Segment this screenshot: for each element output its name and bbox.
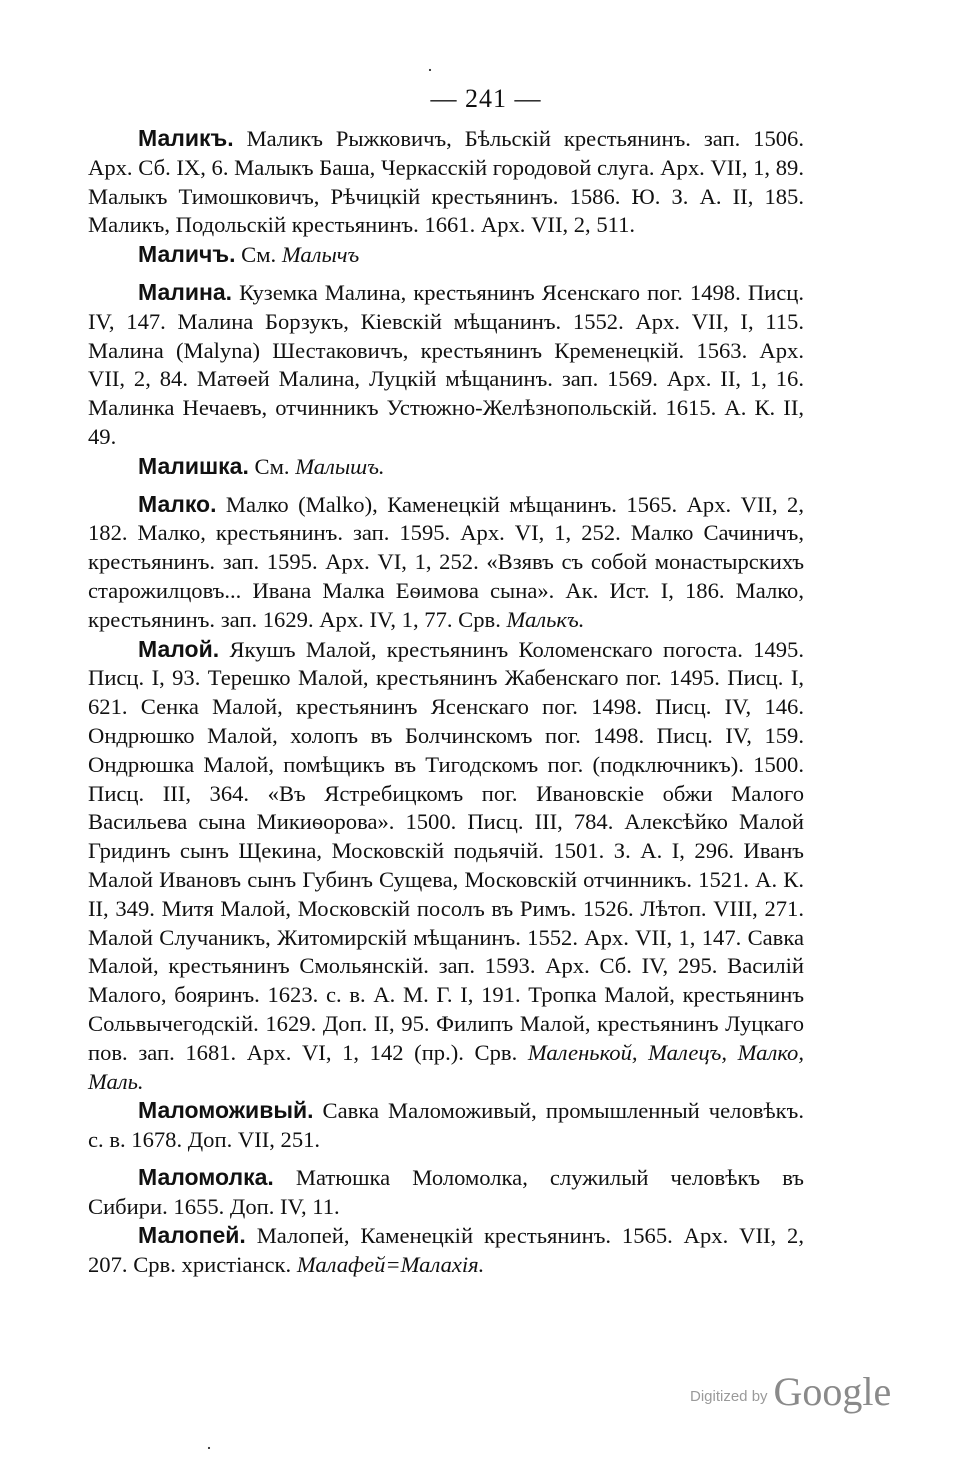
digitized-by-label: Digitized by (690, 1388, 768, 1405)
headword: Маломолка. (138, 1163, 274, 1190)
cross-reference: Малышъ. (295, 453, 385, 479)
speck-top: · (427, 60, 433, 80)
entry-malishka (88, 452, 804, 482)
headword: Маличъ. (138, 241, 236, 268)
cross-reference: Малафей=Малахія. (296, 1252, 485, 1278)
dictionary-text (88, 124, 804, 1280)
entry-text: Малопей, Каменецкій крестьянинъ. 1565. Арх. VII, 2, 207. Срв. христіанск. (88, 1223, 804, 1278)
cross-reference: Малычъ (281, 242, 360, 268)
entry-text: См. (248, 453, 296, 479)
speck-bottom: · (206, 1438, 212, 1458)
entry-text: См. (235, 242, 282, 268)
cross-reference: Маленькой, Малецъ, Малко, Маль. (88, 1039, 804, 1094)
entry-text: Савка Маломоживый, промышленный человѣкъ. с. в. 1678. Доп. VII, 251. (88, 1098, 804, 1153)
entry-text: Малко (Malko), Каменецкій мѣщанинъ. 1565. Арх. VII, 2, 182. Малко, крестьянинъ. зап. 1595. Арх. VI, 1, 252. Малко Сачиничъ, крестьянинъ. зап. 1595. Арх. VI, 1, 252. «Взявъ съ собой монастырскихъ старожилцовъ... Ивана Малка Еѳимова сына». Ак. Ист. I, 186. Малко, крестьянинъ. зап. 1629. Арх. IV, 1, 77. Срв. (88, 491, 804, 632)
entry-text: Маликъ Рыжковичъ, Бѣльскій крестьянинъ. зап. 1506. Арх. Сб. IX, 6. Малыкъ Баша, Черкасскій городовой слуга. Арх. VII, 1, 89. Малыкъ Тимошковичъ, Рѣчицкій крестьянинъ. 1586. Ю. З. А. II, 185. Маликъ, Подольскій крестьянинъ. 1661. Арх. VII, 2, 511. (88, 126, 804, 238)
headword: Маликъ. (138, 125, 234, 151)
headword: Малой. (138, 635, 220, 662)
entry-text: Матюшка Моломолка, служилый человѣкъ въ Сибири. 1655. Доп. IV, 11. (88, 1164, 804, 1219)
entry-malik (88, 124, 804, 240)
headword: Малко. (138, 490, 217, 517)
entry-text: Куземка Малина, крестьянинъ Ясенскаго пог. 1498. Писц. IV, 147. Малина Борзукъ, Кіевскій мѣщанинъ. 1552. Арх. VII, I, 115. Малина (Malyna) Шестаковичъ, крестьянинъ Кременецкій. 1563. Арх. VII, 2, 84. Матѳей Малина, Луцкій мѣщанинъ. зап. 1569. Арх. II, 1, 16. Малинка Нечаевъ, отчинникъ Устюжно-Желѣзнопольскій. 1615. А. К. II, 49. (88, 279, 804, 449)
page-number: — 241 — (430, 84, 542, 113)
digitization-watermark (690, 1368, 891, 1415)
google-logo: Google (773, 1369, 892, 1414)
entry-malomozhivyi (88, 1096, 804, 1155)
entry-malina (88, 278, 804, 452)
headword: Малишка. (138, 452, 249, 479)
headword: Малина. (138, 278, 233, 305)
entry-malich (88, 240, 804, 270)
headword: Малопей. (138, 1222, 246, 1249)
entry-malko (88, 490, 804, 635)
entry-malomolka (88, 1163, 804, 1222)
entry-maloi (88, 635, 804, 1097)
entry-text: Якушъ Малой, крестьянинъ Коломенскаго погоста. 1495. Писц. I, 93. Терешко Малой, крестьянинъ Жабенскаго пог. 1495. Писц. I, 621. Сенка Малой, крестьянинъ Ясенскаго пог. 1498. Писц. IV, 146. Ондрюшко Малой, холопъ въ Болчинскомъ пог. 1498. Писц. IV, 159. Ондрюшка Малой, помѣщикъ въ Тигодскомъ пог. (подключникъ). 1500. Писц. III, 364. «Въ Ястребицкомъ пог. Ивановскіе обжи Малого Васильева сына Микиѳорова». 1500. Писц. III, 784. Алексѣйко Малой Гридинъ сынъ Щекина, Московскій подьячій. 1501. З. А. I, 296. Иванъ Малой Ивановъ сынъ Губинъ Сущева, Московскій отчинникъ. 1521. А. К. II, 349. Митя Малой, Московскій посолъ въ Римъ. 1526. Лѣтоп. VIII, 271. Малой Случаникъ, Житомирскій мѣщанинъ. 1552. Арх. VII, 1, 147. Савка Малой, крестьянинъ Смольянскій. зап. 1593. Арх. Сб. IV, 295. Василій Малого, бояринъ. 1623. с. в. А. М. Г. I, 191. Тропка Малой, крестьянинъ Сольвычегодскій. 1629. Доп. II, 95. Филипъ Малой, крестьянинъ Луцкаго пов. зап. 1681. Арх. VI, 1, 142 (пр.). Срв. (88, 636, 804, 1065)
cross-reference: Малькъ. (506, 606, 585, 632)
entry-malopei (88, 1221, 804, 1280)
headword: Маломоживый. (138, 1097, 314, 1124)
